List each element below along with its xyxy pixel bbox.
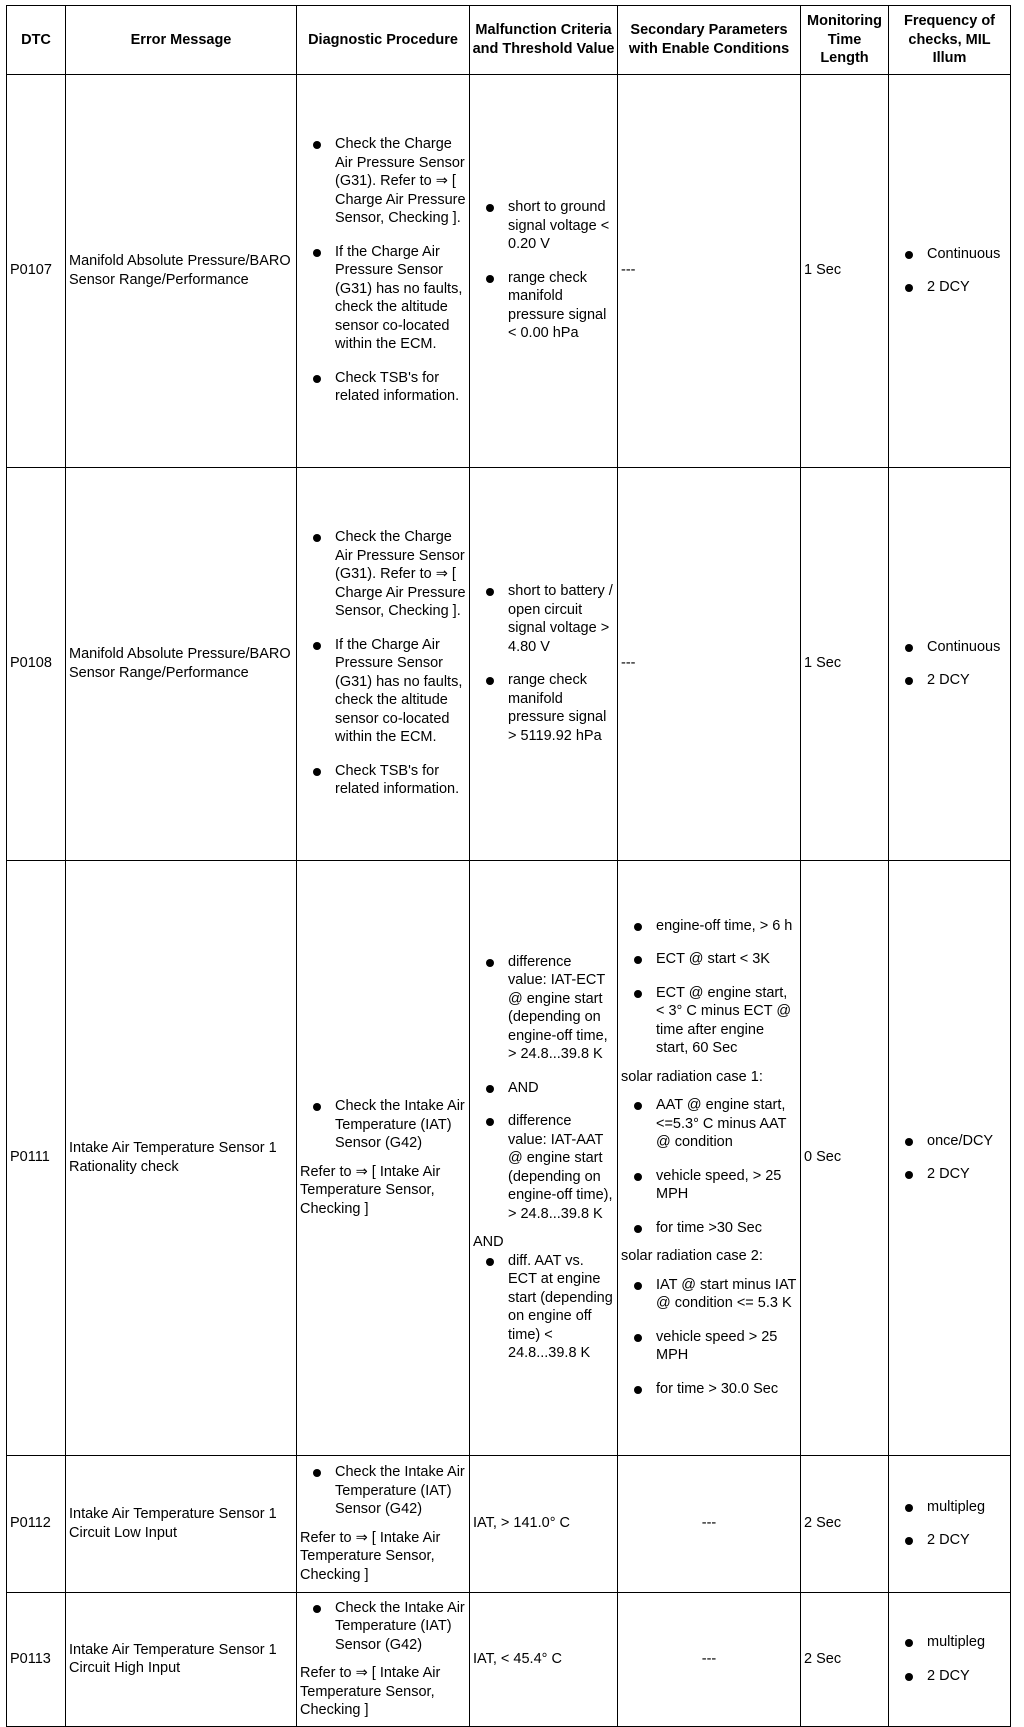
- list-item: short to battery / open circuit signal voltage > 4.80 V: [508, 583, 613, 655]
- malfunction-criteria: IAT, > 141.0° C: [470, 1455, 618, 1592]
- diagnostic-procedure: [297, 467, 470, 860]
- diagnostic-procedure: [297, 74, 470, 467]
- list-item: Check the Intake Air Temperature (IAT) Sensor (G42): [335, 1464, 465, 1517]
- dtc-code: P0111: [7, 860, 66, 1455]
- table-row: [7, 1592, 1011, 1726]
- procedure-reference: Refer to ⇒ [ Intake Air Temperature Sensor, Checking ]: [300, 1665, 441, 1718]
- header-monitoring-time: Monitoring Time Length: [801, 6, 889, 75]
- list-item: ECT @ start < 3K: [656, 950, 797, 969]
- header-diagnostic-procedure: Diagnostic Procedure: [297, 6, 470, 75]
- frequency: [889, 74, 1011, 467]
- list-item: for time >30 Sec: [656, 1219, 797, 1238]
- list-item: short to ground signal voltage < 0.20 V: [508, 198, 614, 254]
- list-item: range check manifold pressure signal > 5119.92 hPa: [508, 671, 614, 745]
- list-item: multipleg: [927, 1498, 1007, 1517]
- list-item: difference value: IAT-ECT @ engine start (depending on engine-off time, > 24.8...39.8 K: [508, 953, 614, 1064]
- list-item: 2 DCY: [927, 1667, 1007, 1686]
- procedure-reference: Refer to ⇒ [ Intake Air Temperature Sensor, Checking ]: [300, 1163, 441, 1217]
- list-item: 2 DCY: [927, 1531, 1007, 1550]
- diagnostic-procedure: [297, 1592, 470, 1726]
- list-item: range check manifold pressure signal < 0.00 hPa: [508, 269, 614, 343]
- header-malfunction-criteria: Malfunction Criteria and Threshold Value: [470, 6, 618, 75]
- list-item: Check the Charge Air Pressure Sensor (G31). Refer to ⇒ [ Charge Air Pressure Sensor, Checking ].: [335, 136, 466, 227]
- monitoring-time: 1 Sec: [801, 74, 889, 467]
- diagnostic-procedure: [297, 860, 470, 1455]
- header-dtc: DTC: [7, 6, 66, 75]
- diagnostic-procedure: [297, 1455, 470, 1592]
- list-item: once/DCY: [927, 1132, 1007, 1151]
- dtc-table: [6, 5, 1011, 1727]
- list-item: Check TSB's for related information.: [335, 762, 466, 799]
- table-row: [7, 74, 1011, 467]
- header-error-message: Error Message: [66, 6, 297, 75]
- list-item: multipleg: [927, 1633, 1007, 1652]
- list-item: Check TSB's for related information.: [335, 369, 466, 406]
- list-item: vehicle speed, > 25 MPH: [656, 1167, 797, 1204]
- malfunction-criteria: IAT, < 45.4° C: [470, 1592, 618, 1726]
- table-row: [7, 860, 1011, 1455]
- list-item: AAT @ engine start, <=5.3° C minus AAT @ condition: [656, 1096, 797, 1152]
- list-item: Check the Intake Air Temperature (IAT) Sensor (G42): [335, 1599, 465, 1653]
- malfunction-criteria: [470, 467, 618, 860]
- procedure-reference: Refer to ⇒ [ Intake Air Temperature Sensor, Checking ]: [300, 1529, 441, 1583]
- secondary-parameters: ---: [618, 1592, 801, 1726]
- list-item: Check the Intake Air Temperature (IAT) Sensor (G42): [335, 1098, 465, 1151]
- secondary-parameters: [618, 860, 801, 1455]
- list-item: vehicle speed > 25 MPH: [656, 1328, 797, 1365]
- list-item: If the Charge Air Pressure Sensor (G31) has no faults, check the altitude sensor co-located within the ECM.: [335, 243, 466, 354]
- frequency: [889, 467, 1011, 860]
- criteria-and: AND: [473, 1234, 504, 1250]
- list-item: for time > 30.0 Sec: [656, 1380, 797, 1399]
- error-message: Intake Air Temperature Sensor 1 Circuit High Input: [66, 1592, 297, 1726]
- malfunction-criteria: [470, 860, 618, 1455]
- secondary-parameters: ---: [618, 74, 801, 467]
- list-item: If the Charge Air Pressure Sensor (G31) has no faults, check the altitude sensor co-located within the ECM.: [335, 636, 466, 747]
- list-item: 2 DCY: [927, 671, 1007, 690]
- error-message: Manifold Absolute Pressure/BARO Sensor Range/Performance: [66, 74, 297, 467]
- solar-radiation-case-2: solar radiation case 2:: [621, 1248, 763, 1265]
- list-item: 2 DCY: [927, 1165, 1007, 1184]
- solar-radiation-case-1: solar radiation case 1:: [621, 1068, 763, 1085]
- dtc-code: P0107: [7, 74, 66, 467]
- list-item: ECT @ engine start, < 3° C minus ECT @ time after engine start, 60 Sec: [656, 984, 797, 1058]
- list-item: 2 DCY: [927, 278, 1007, 297]
- monitoring-time: 2 Sec: [801, 1592, 889, 1726]
- header-secondary-parameters: Secondary Parameters with Enable Conditions: [618, 6, 801, 75]
- dtc-code: P0108: [7, 467, 66, 860]
- list-item: difference value: IAT-AAT @ engine start (depending on engine-off time), > 24.8...39.8 K: [508, 1113, 613, 1222]
- frequency: [889, 860, 1011, 1455]
- error-message: Intake Air Temperature Sensor 1 Circuit Low Input: [66, 1455, 297, 1592]
- list-item: engine-off time, > 6 h: [656, 917, 797, 936]
- dtc-code: P0113: [7, 1592, 66, 1726]
- list-item: Continuous: [927, 245, 1007, 264]
- header-frequency: Frequency of checks, MIL Illum: [889, 6, 1011, 75]
- frequency: [889, 1455, 1011, 1592]
- secondary-parameters: ---: [618, 1455, 801, 1592]
- monitoring-time: 1 Sec: [801, 467, 889, 860]
- frequency: [889, 1592, 1011, 1726]
- malfunction-criteria: [470, 74, 618, 467]
- list-item: Check the Charge Air Pressure Sensor (G31). Refer to ⇒ [ Charge Air Pressure Sensor, Checking ].: [335, 529, 466, 620]
- header-row: [7, 6, 1011, 75]
- monitoring-time: 0 Sec: [801, 860, 889, 1455]
- secondary-parameters: ---: [618, 467, 801, 860]
- monitoring-time: 2 Sec: [801, 1455, 889, 1592]
- dtc-code: P0112: [7, 1455, 66, 1592]
- error-message: Manifold Absolute Pressure/BARO Sensor Range/Performance: [66, 467, 297, 860]
- list-item: diff. AAT vs. ECT at engine start (depending on engine off time) < 24.8...39.8 K: [508, 1252, 613, 1361]
- list-item: AND: [508, 1079, 614, 1098]
- list-item: Continuous: [927, 638, 1007, 657]
- table-row: [7, 1455, 1011, 1592]
- list-item: IAT @ start minus IAT @ condition <= 5.3 K: [656, 1276, 797, 1312]
- table-row: [7, 467, 1011, 860]
- error-message: Intake Air Temperature Sensor 1 Rationality check: [66, 860, 297, 1455]
